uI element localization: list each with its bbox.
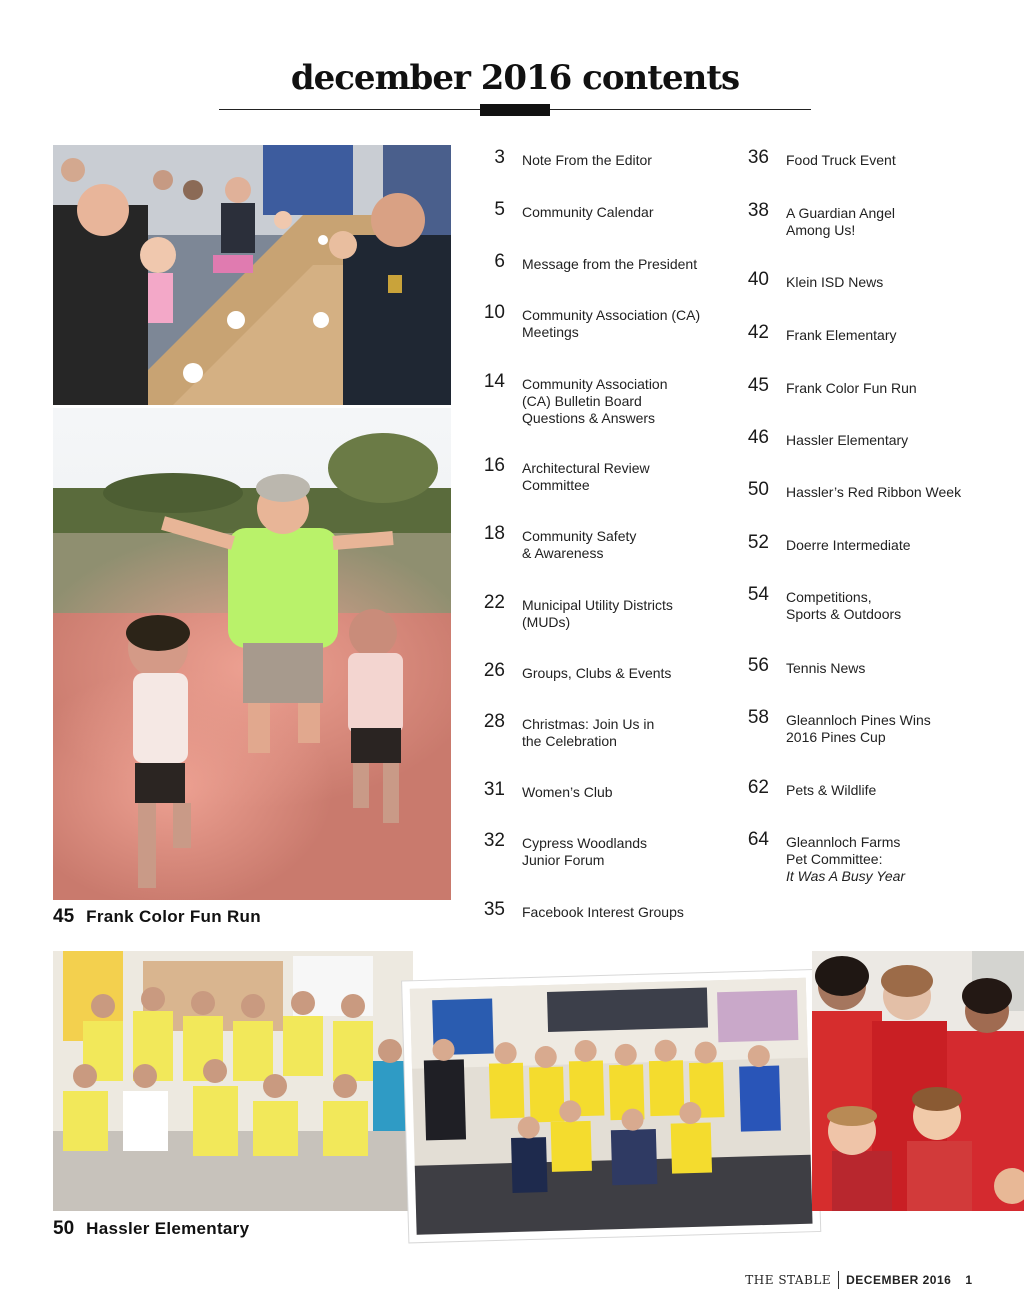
toc-title-line: Hassler’s Red Ribbon Week [786,484,962,500]
toc-page-number: 56 [747,655,769,676]
toc-title-line: Women’s Club [522,784,613,800]
toc-entry [467,147,722,169]
toc-entry [467,779,722,801]
toc-title [786,327,986,344]
toc-page-number: 26 [483,660,505,681]
toc-title-line: Frank Elementary [786,327,897,343]
toc-title-line: Frank Color Fun Run [786,380,917,396]
caption-page-number: 50 [53,1218,75,1239]
toc-page-number: 40 [747,269,769,290]
toc-title-line: Gleannloch Farms [786,834,901,850]
toc-title-line: Cypress Woodlands [522,835,648,851]
page-footer [745,1271,972,1289]
toc-title [786,432,986,449]
toc-title [786,537,986,554]
toc-title [522,307,722,341]
toc-title-line: the Celebration [522,733,617,749]
toc-title [522,904,722,921]
toc-entry [467,523,722,562]
toc-title [786,205,986,239]
toc-entry [467,455,722,494]
toc-entry [731,707,986,746]
toc-entry [467,592,722,631]
toc-page-number: 45 [747,375,769,396]
toc-title-line: A Guardian Angel [786,205,895,221]
toc-title-line: Groups, Clubs & Events [522,665,672,681]
toc-title [522,835,722,869]
toc-page-number: 32 [483,830,505,851]
toc-page-number: 14 [483,371,505,392]
toc-title [786,834,986,885]
toc-page-number: 62 [747,777,769,798]
toc-page-number: 3 [494,147,505,168]
toc-entry [467,251,722,273]
toc-title [522,665,722,682]
toc-title [522,528,722,562]
toc-entry [731,322,986,344]
toc-page-number: 5 [494,199,505,220]
title-rule-accent [480,104,550,116]
toc-entry [467,660,722,682]
toc-title [786,152,986,169]
toc-page-number: 52 [747,532,769,553]
toc-entry [467,711,722,750]
toc-entry [731,829,986,885]
toc-title [786,712,986,746]
footer-divider [838,1271,839,1289]
photo-hassler-red-ribbon [812,951,1024,1211]
toc-page-number: 28 [483,711,505,732]
toc-title-line: Pets & Wildlife [786,782,877,798]
toc-title [786,660,986,677]
toc-entry [731,532,986,554]
toc-page-number: 64 [747,829,769,850]
caption-title: Hassler Elementary [86,1219,250,1238]
toc-title-line: Architectural Review [522,460,650,476]
toc-title [522,784,722,801]
toc-title-line: It Was A Busy Year [786,868,906,884]
toc-title-line: (MUDs) [522,614,571,630]
toc-entry [467,199,722,221]
toc-title-line: Sports & Outdoors [786,606,902,622]
toc-title-line: Community Safety [522,528,637,544]
toc-page-number: 46 [747,427,769,448]
caption-hassler-elementary [53,1218,249,1240]
magazine-name: THE STABLE [745,1273,832,1287]
toc-page-number: 54 [747,584,769,605]
toc-entry [731,777,986,799]
photo-frank-watch-dogs [53,145,451,405]
toc-title [786,274,986,291]
toc-title-line: Competitions, [786,589,872,605]
toc-entry [731,479,986,501]
toc-title-line: Food Truck Event [786,152,896,168]
toc-title-line: Community Association (CA) [522,307,701,323]
toc-entry [467,830,722,869]
toc-title-line: Facebook Interest Groups [522,904,684,920]
issue-date: DECEMBER 2016 [846,1273,952,1287]
photo-hassler-classroom-yellow [53,951,413,1211]
toc-page-number: 50 [747,479,769,500]
toc-page-number: 18 [483,523,505,544]
toc-entry [731,269,986,291]
toc-entry [467,371,722,427]
toc-page-number: 35 [483,899,505,920]
toc-title-line: Gleannloch Pines Wins [786,712,931,728]
toc-page-number: 38 [747,200,769,221]
toc-page-number: 6 [494,251,505,272]
toc-entry [731,584,986,623]
toc-title [786,589,986,623]
toc-page-number: 31 [483,779,505,800]
toc-title [522,597,722,631]
toc-title-line: Community Association [522,376,668,392]
toc-entry [731,427,986,449]
toc-title-line: Committee [522,477,590,493]
toc-entry [731,375,986,397]
toc-page-number: 58 [747,707,769,728]
toc-page-number: 36 [747,147,769,168]
toc-title-line: Message from the President [522,256,698,272]
toc-title-line: Klein ISD News [786,274,884,290]
toc-entry [731,200,986,239]
toc-title-line: Municipal Utility Districts [522,597,673,613]
toc-title-line: Doerre Intermediate [786,537,911,553]
toc-title-line: Among Us! [786,222,856,238]
caption-page-number: 45 [53,906,75,927]
caption-frank-color-fun-run [53,906,261,928]
photo-frank-color-fun-run [53,408,451,900]
toc-title-line: Meetings [522,324,579,340]
toc-page-number: 16 [483,455,505,476]
toc-title-line: Questions & Answers [522,410,656,426]
page-title: december 2016 contents [290,58,740,98]
toc-title-line: Tennis News [786,660,866,676]
toc-title-line: Community Calendar [522,204,654,220]
toc-title-line: Note From the Editor [522,152,652,168]
toc-title-line: (CA) Bulletin Board [522,393,642,409]
photo-hassler-classroom-minions [400,950,840,1250]
toc-title-line: Junior Forum [522,852,605,868]
toc-entry [731,147,986,169]
toc-title [522,716,722,750]
toc-page-number: 10 [483,302,505,323]
toc-title [522,152,722,169]
caption-title: Frank Color Fun Run [86,907,261,926]
toc-entry [467,302,722,341]
toc-title [522,256,722,273]
toc-entry [467,899,722,921]
toc-title-line: 2016 Pines Cup [786,729,886,745]
toc-title [786,782,986,799]
toc-title-line: Christmas: Join Us in [522,716,655,732]
toc-page-number: 42 [747,322,769,343]
toc-title [522,376,722,427]
toc-title [522,460,722,494]
toc-title-line: & Awareness [522,545,604,561]
toc-entry [731,655,986,677]
page-number: 1 [965,1273,972,1287]
toc-title [786,380,986,397]
toc-title-line: Hassler Elementary [786,432,909,448]
toc-page-number: 22 [483,592,505,613]
toc-title-line: Pet Committee: [786,851,883,867]
toc-title [786,484,986,501]
toc-title [522,204,722,221]
